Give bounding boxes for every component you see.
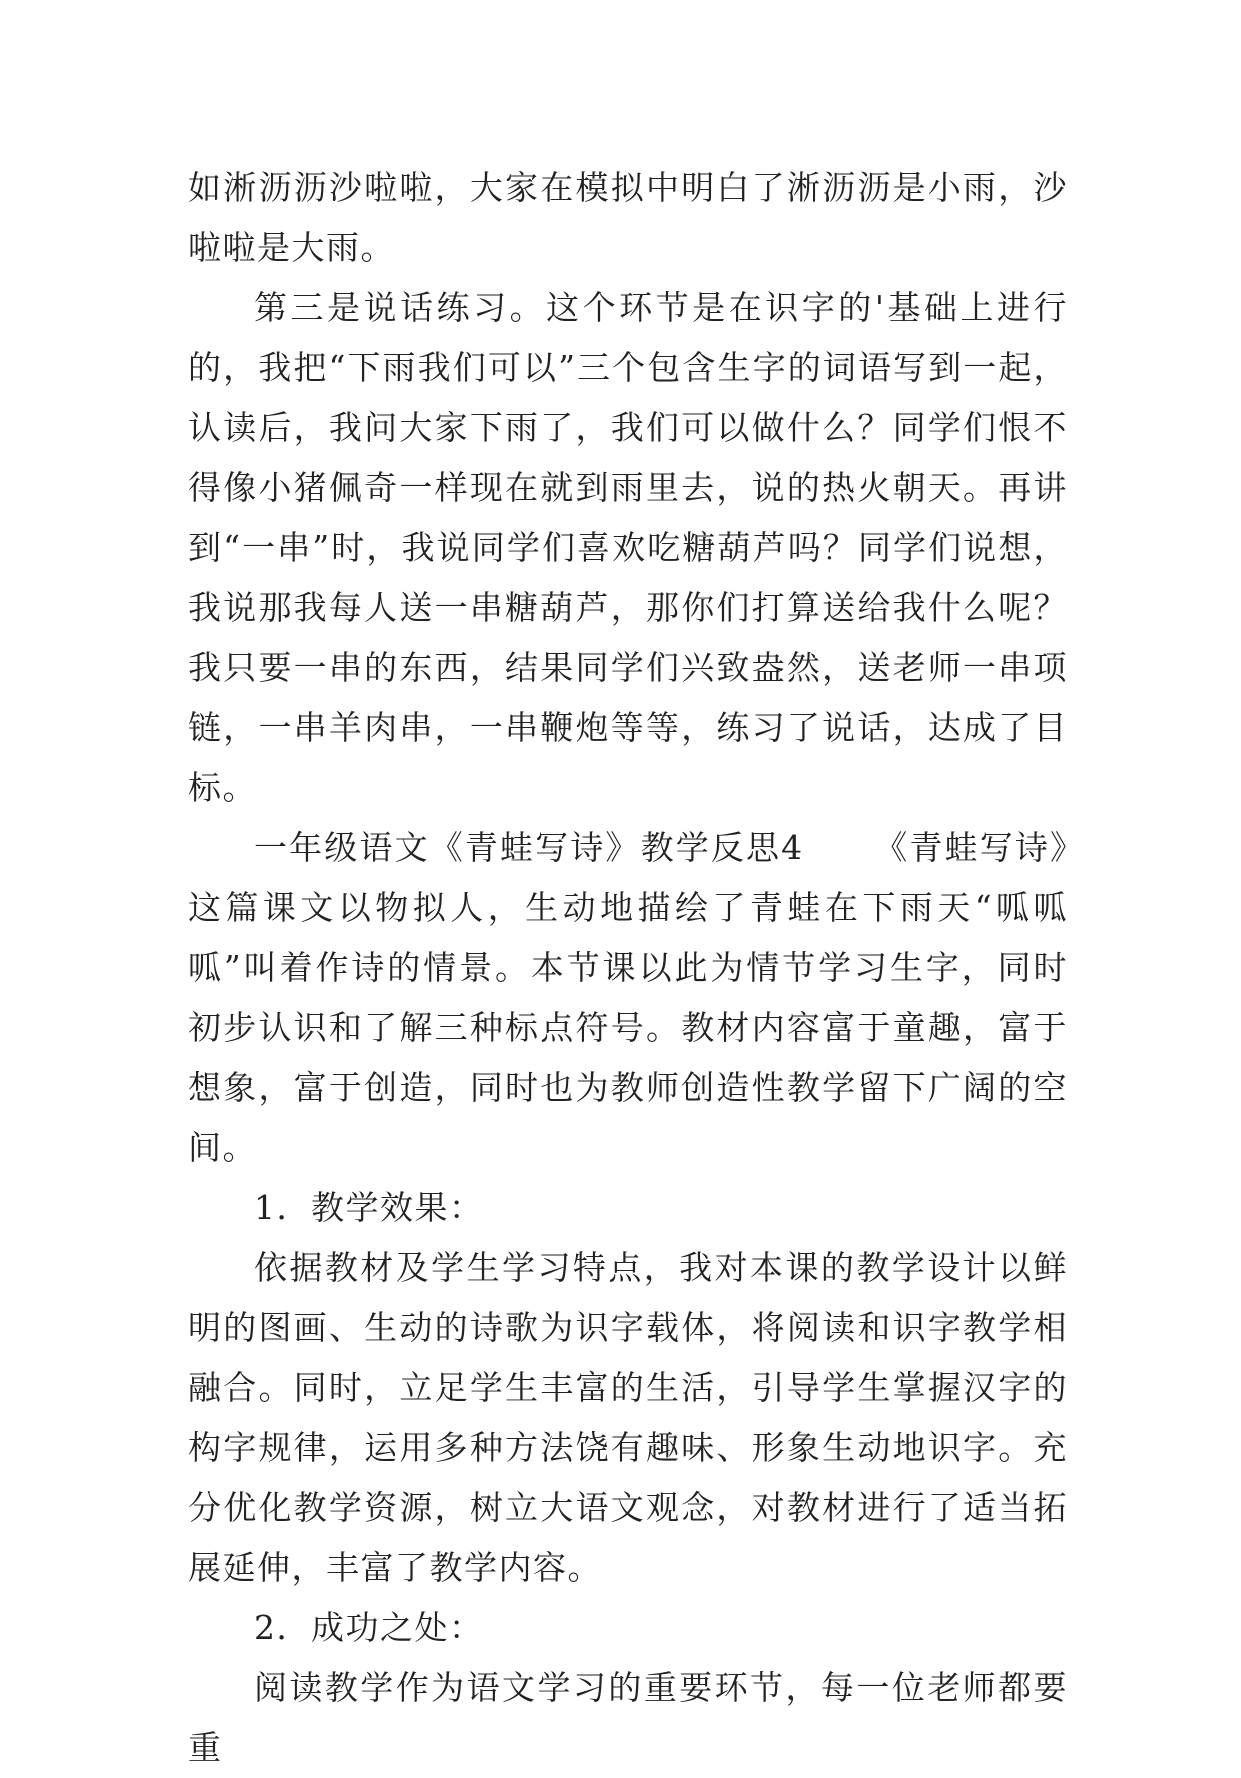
section-heading-2: 2．成功之处：: [254, 1608, 484, 1647]
article-title: 一年级语文《青蛙写诗》教学反思4: [254, 828, 804, 867]
paragraph-1: 如淅沥沥沙啦啦，大家在模拟中明白了淅沥沥是小雨，沙啦啦是大雨。: [188, 168, 1068, 267]
paragraph-2: 第三是说话练习。这个环节是在识字的'基础上进行的，我把“下雨我们可以”三个包含生字的词语写到一起，认读后，我问大家下雨了，我们可以做什么？同学们恨不得像小猪佩奇一样现在就到雨里去，说的热火朝天。再讲到“一串”时，我说同学们喜欢吃糖葫芦吗？同学们说想，我说那我每人送一串糖葫芦，那你们打算送给我什么呢？我只要一串的东西，结果同学们兴致盎然，送老师一串项链，一串羊肉串，一串鞭炮等等，练习了说话，达成了目标。: [188, 288, 1068, 807]
section-text-2: 阅读教学作为语文学习的重要环节，每一位老师都要重: [188, 1668, 1068, 1767]
section-text-1: 依据教材及学生学习特点，我对本课的教学设计以鲜明的图画、生动的诗歌为识字载体，将阅读和识字教学相融合。同时，立足学生丰富的生活，引导学生掌握汉字的构字规律，运用多种方法饶有趣味、形象生动地识字。充分优化教学资源，树立大语文观念，对教材进行了适当拓展延伸，丰富了教学内容。: [188, 1248, 1068, 1587]
document-body: [188, 158, 1068, 1778]
paragraph-3: [188, 818, 1068, 1178]
article-intro: 《青蛙写诗》这篇课文以物拟人，生动地描绘了青蛙在下雨天“呱呱呱”叫着作诗的情景。本节课以此为情节学习生字，同时初步认识和了解三种标点符号。教材内容富于童趣，富于想象，富于创造，同时也为教师创造性教学留下广阔的空间。: [188, 828, 1068, 1167]
section-heading-1: 1．教学效果：: [254, 1188, 484, 1227]
